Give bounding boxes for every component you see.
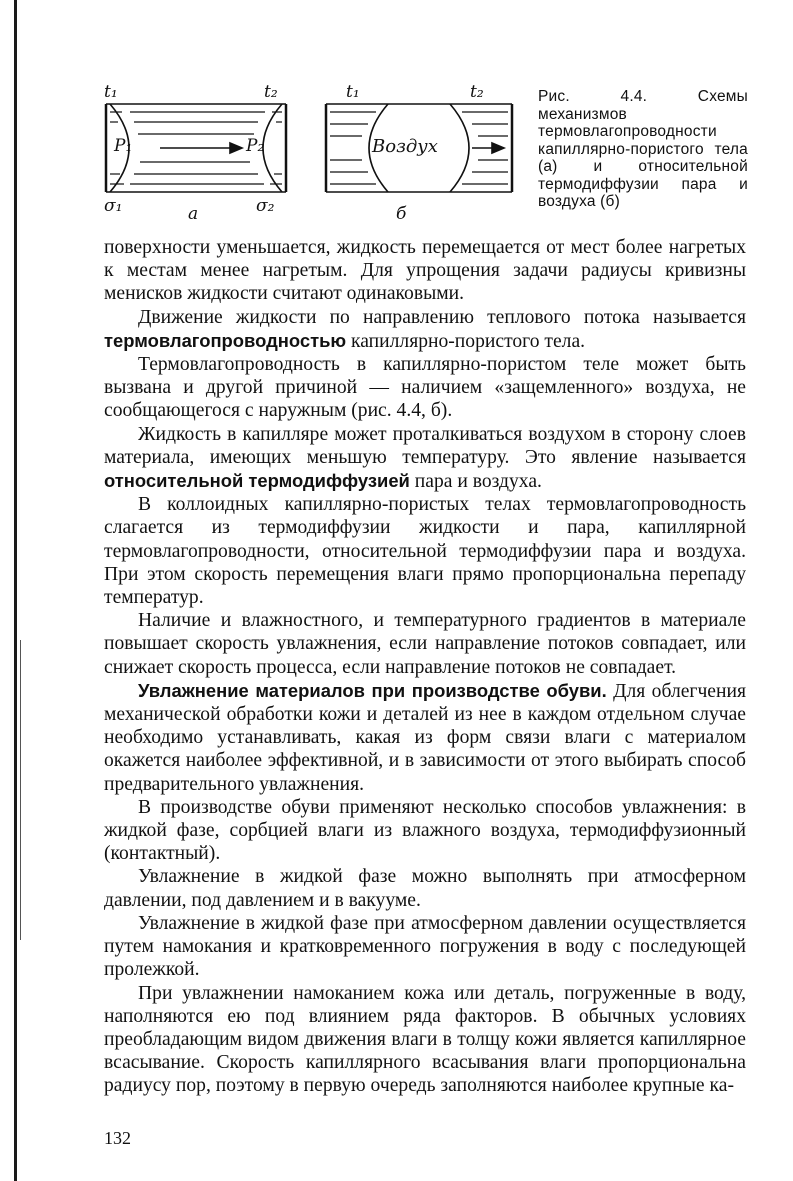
page-number: 132 bbox=[104, 1128, 131, 1148]
paragraph: Движение жидкости по направлению теплового потока называется термовлагопроводностью капиллярно-пористого тела. bbox=[104, 306, 746, 352]
paragraph: Термовлагопроводность в капиллярно-пористом теле может быть вызвана и другой причиной — наличием «защемленного» воздуха, не сообщающегося с наружным (рис. 4.4, б). bbox=[104, 354, 746, 422]
label-p2: P₂ bbox=[246, 136, 265, 156]
paragraph: Увлажнение материалов при производстве обуви. Для облегчения механической обработки кожи и деталей из нее в каждом отдельном случае необходимо устанавливать, какая из форм связи влаги с материалом окажется наиболее эффективной, и в зависимости от этого выбирать способ предварительного увлажнения. bbox=[104, 679, 746, 795]
label-sigma1: σ₁ bbox=[104, 196, 123, 216]
page-edge-line bbox=[14, 0, 17, 1181]
figure-schemes bbox=[100, 82, 520, 232]
label-t1-a: t₁ bbox=[104, 82, 118, 102]
section-heading-inline: Увлажнение материалов при производстве обуви. bbox=[138, 679, 607, 701]
term-bold: термовлагопроводностью bbox=[104, 329, 347, 351]
figure-caption: Рис. 4.4. Схемы механизмов термовлагопроводности капиллярно-пористого тела (а) и относительной термодиффузии пара и воздуха (б) bbox=[538, 88, 748, 210]
paragraph: Жидкость в капилляре может проталкиваться воздухом в сторону слоев материала, имеющих меньшую температуру. Это явление называется относительной термодиффузией пара и воздуха. bbox=[104, 423, 746, 493]
label-t1-b: t₁ bbox=[346, 82, 360, 102]
paragraph: В производстве обуви применяют несколько способов увлажнения: в жидкой фазе, сорбцией влаги из влажного воздуха, термодиффузионный (контактный). bbox=[104, 796, 746, 865]
label-sigma2: σ₂ bbox=[256, 196, 275, 216]
body-text bbox=[104, 236, 746, 1098]
term-bold: относительной термодиффузией bbox=[104, 470, 410, 492]
label-t2-b: t₂ bbox=[470, 82, 484, 102]
paragraph: Увлажнение в жидкой фазе можно выполнять при атмосферном давлении, под давлением и в вакууме. bbox=[104, 866, 746, 911]
label-vozdukh: Воздух bbox=[372, 136, 438, 157]
figure-4-4 bbox=[100, 82, 520, 232]
paragraph: В коллоидных капиллярно-пористых телах термовлагопроводность слагается из термодиффузии жидкости и пара, капиллярной термовлагопроводности, относительной термодиффузии пара и воздуха. При этом скорость перемещения влаги прямо пропорциональна перепаду температур. bbox=[104, 494, 746, 609]
paragraph: поверхности уменьшается, жидкость перемещается от мест более нагретых к местам менее нагретым. Для упрощения задачи радиусы кривизны менисков жидкости считают одинаковыми. bbox=[104, 237, 746, 305]
label-scheme-b: б bbox=[396, 204, 407, 224]
label-scheme-a: а bbox=[188, 204, 199, 224]
label-p1: P₁ bbox=[114, 136, 133, 156]
paragraph: Увлажнение в жидкой фазе при атмосферном давлении осуществляется путем намокания и кратковременного погружения в воду с последующей пролежкой. bbox=[104, 912, 746, 981]
label-t2-a: t₂ bbox=[264, 82, 278, 102]
page-edge-line-inner bbox=[20, 640, 21, 940]
paragraph: При увлажнении намоканием кожа или деталь, погруженные в воду, наполняются ею под влиянием ряда факторов. В обычных условиях преобладающим видом движения влаги в толщу кожи является капиллярное всасывание. Скорость капиллярного всасывания влаги пропорциональна радиусу пор, поэтому в первую очередь заполняются наиболее крупные ка- bbox=[104, 982, 746, 1097]
paragraph: Наличие и влажностного, и температурного градиентов в материале повышает скорость увлажнения, если направление потоков совпадает, или снижает скорость процесса, если направление потоков не совпадает. bbox=[104, 610, 746, 678]
